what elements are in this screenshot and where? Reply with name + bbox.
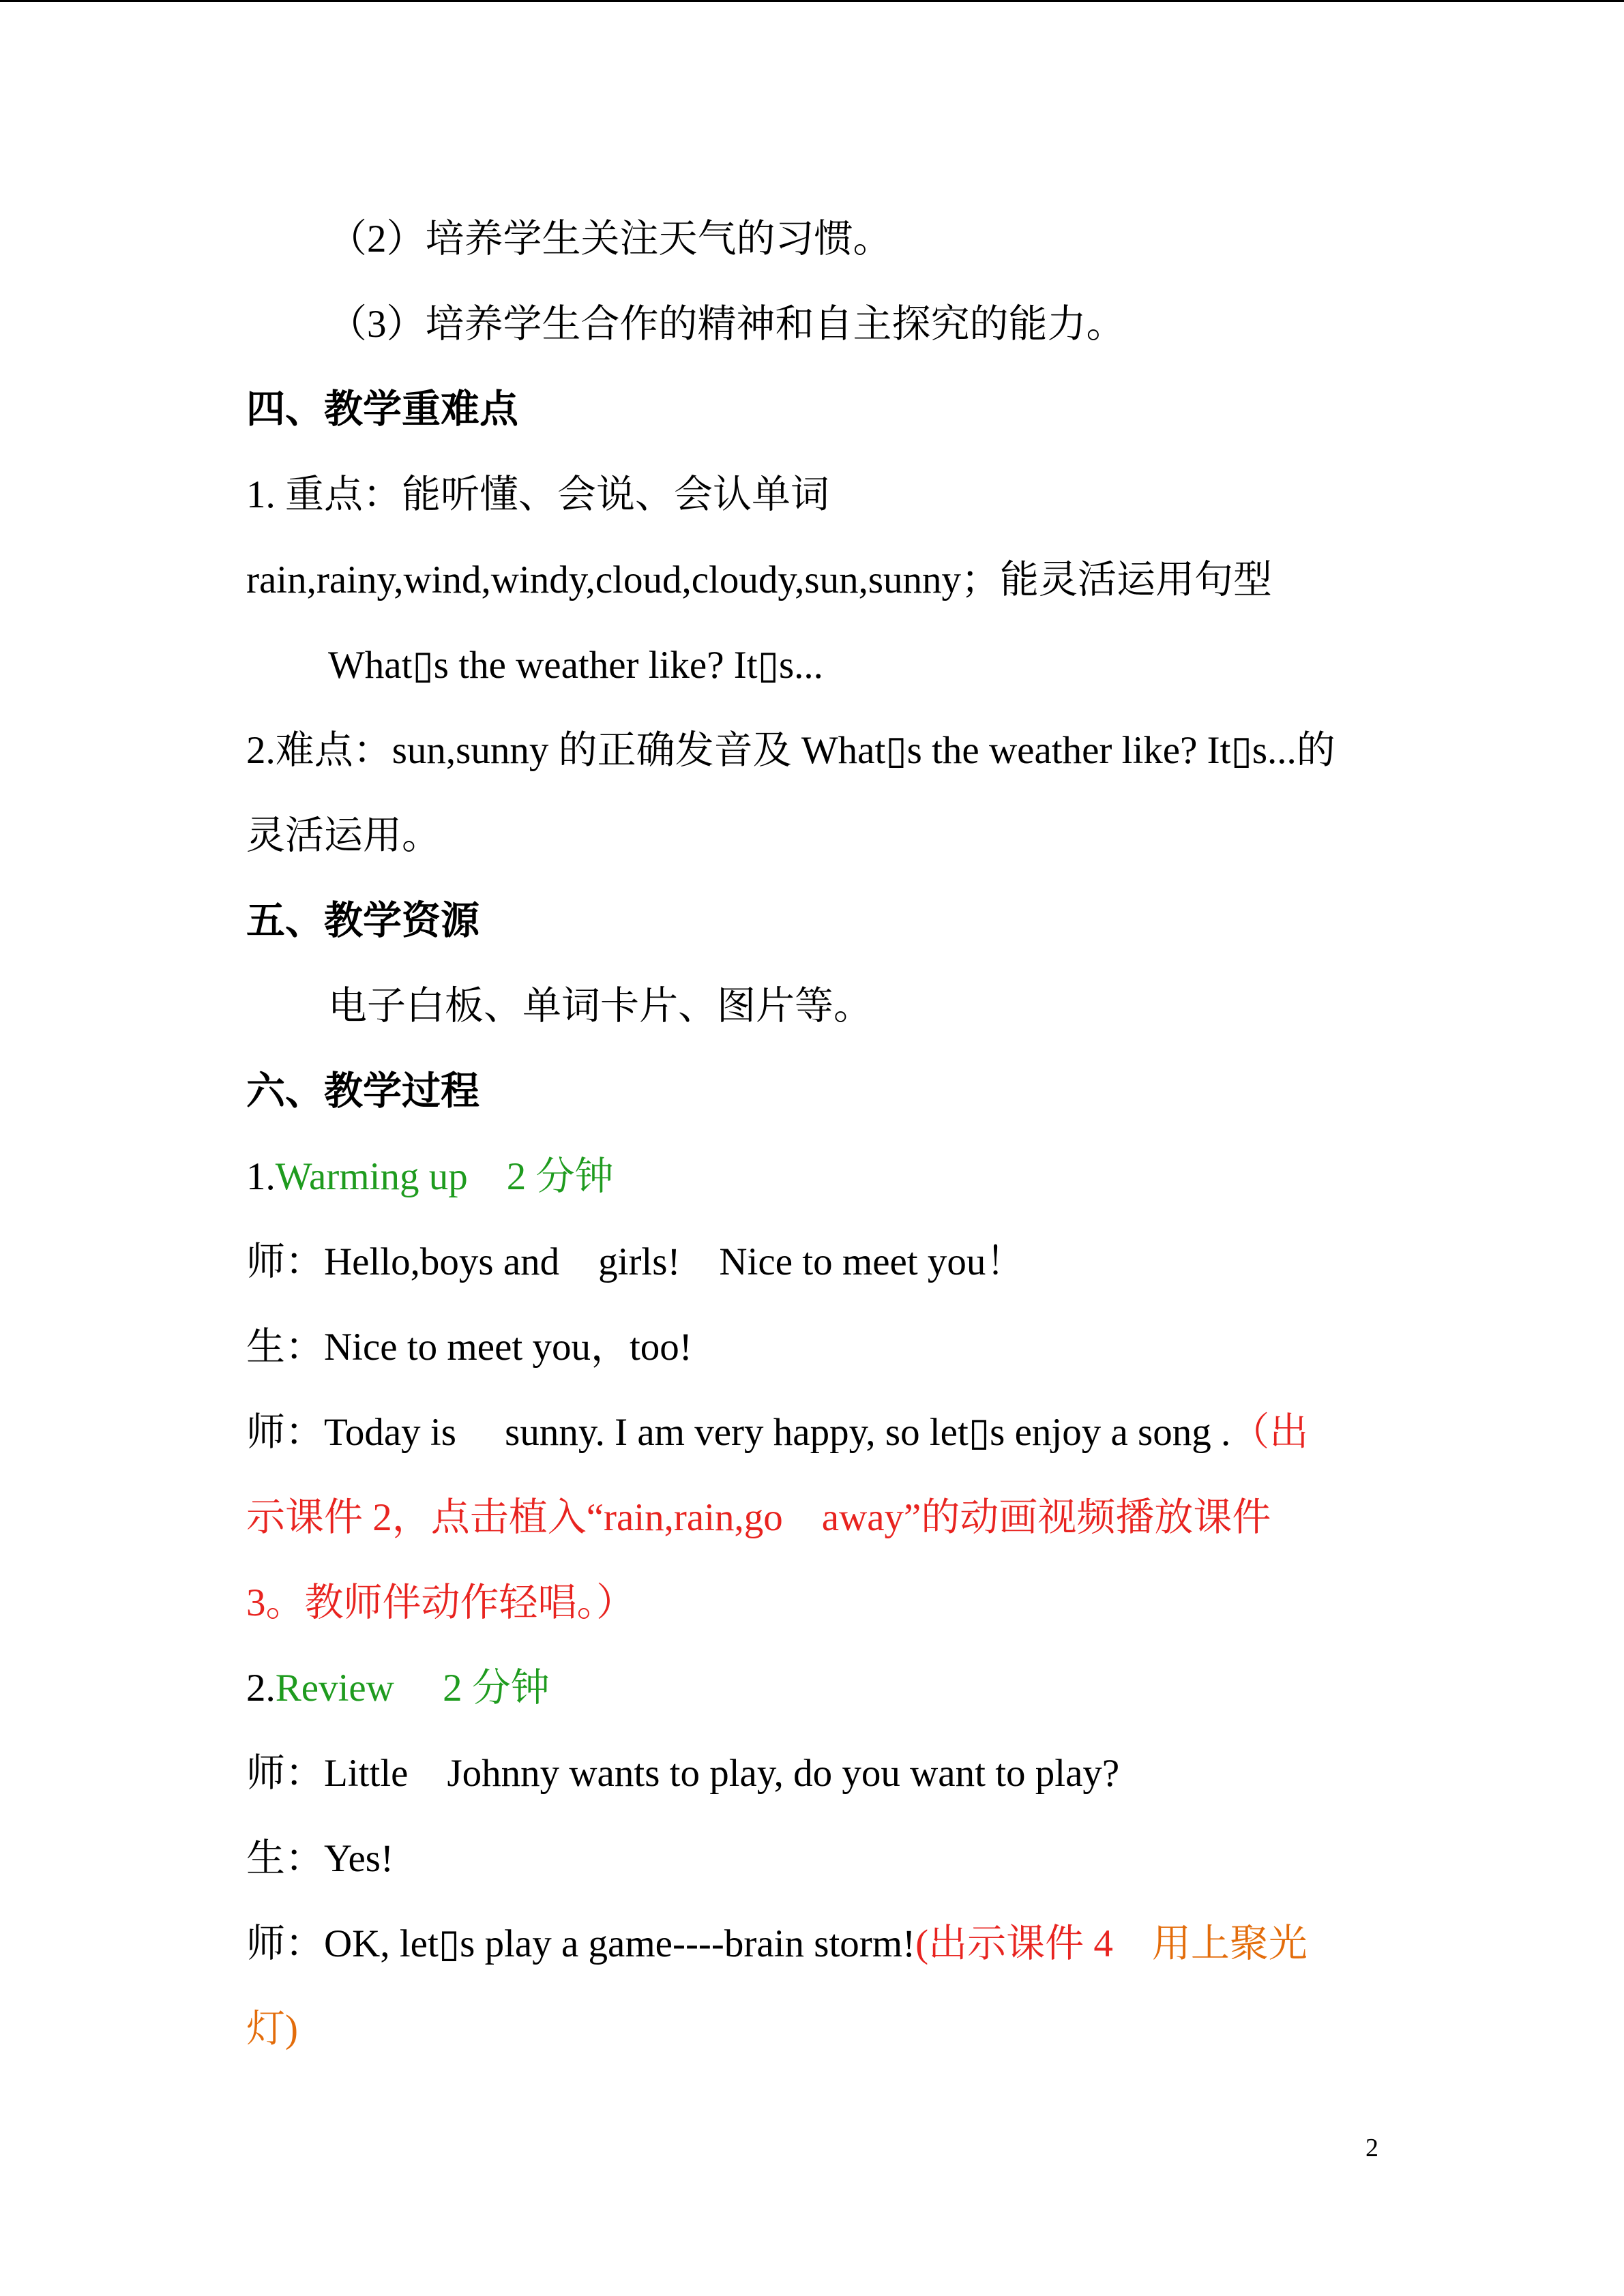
heading-text: 五、教学资源: [246, 899, 479, 942]
text-segment: 电子白板、单词卡片、图片等。: [328, 985, 872, 1028]
instruction-note-line: [0, 1986, 1624, 2072]
instruction-note-line: [0, 1560, 1624, 1645]
text-segment: 师：Hello,boys and girls! Nice to meet you！: [246, 1240, 1025, 1283]
objective-line-3: [0, 282, 1624, 367]
key-point-line: [0, 452, 1624, 537]
dialogue-line: [0, 1219, 1624, 1304]
step-number: 1.: [246, 1155, 276, 1198]
difficult-point-continuation: [0, 793, 1624, 878]
resources-line: [0, 964, 1624, 1049]
difficult-point-line: [0, 708, 1624, 793]
text-segment: 1. 重点：能听懂、会说、会认单词: [246, 473, 829, 516]
instruction-note-orange: 用上聚光: [1112, 1922, 1308, 1965]
dialogue-line: [0, 1390, 1624, 1475]
section-heading-key-points: [0, 367, 1624, 452]
step-title-green: Review 2 分钟: [275, 1667, 550, 1710]
step-number: 2.: [246, 1667, 276, 1710]
dialogue-line: [0, 1304, 1624, 1390]
page-number: 2: [1365, 2134, 1378, 2162]
text-segment: 生：Yes!: [246, 1837, 394, 1880]
text-segment: 灵活运用。: [246, 814, 441, 857]
instruction-note-red: (出示课件 4: [915, 1922, 1113, 1965]
page-top-rule: [0, 0, 1624, 2]
instruction-note-red: 3。教师伴动作轻唱。）: [246, 1581, 635, 1624]
text-segment: （2）培养学生关注天气的习惯。: [328, 218, 892, 260]
heading-text: 四、教学重难点: [246, 388, 518, 431]
text-segment: 师：Today is sunny. I am very happy, so let▯s enjoy a song .: [246, 1411, 1231, 1454]
section-heading-resources: [0, 878, 1624, 964]
text-segment: What▯s the weather like? It▯s...: [328, 644, 823, 687]
text-segment: 生：Nice to meet you，too!: [246, 1326, 692, 1369]
dialogue-line: [0, 1816, 1624, 1901]
document-body: [0, 196, 1624, 2072]
step-review: [0, 1645, 1624, 1731]
text-segment: 师：Little Johnny wants to play, do you want to play?: [246, 1752, 1120, 1795]
instruction-note-line: [0, 1475, 1624, 1560]
vocabulary-line: [0, 537, 1624, 623]
text-segment: rain,rainy,wind,windy,cloud,cloudy,sun,sunny；能灵活运用句型: [246, 558, 1273, 601]
objective-line-2: [0, 196, 1624, 282]
section-heading-process: [0, 1049, 1624, 1134]
step-title-green: Warming up 2 分钟: [275, 1155, 614, 1198]
text-segment: 师：OK, let▯s play a game----brain storm!: [246, 1922, 916, 1965]
dialogue-line: [0, 1901, 1624, 1986]
step-warming-up: [0, 1134, 1624, 1219]
sentence-pattern-line: [0, 623, 1624, 708]
instruction-note-red: （出: [1230, 1411, 1309, 1454]
text-segment: （3）培养学生合作的精神和自主探究的能力。: [328, 303, 1125, 346]
instruction-note-orange: 灯): [246, 2008, 298, 2051]
instruction-note-red: 示课件 2，点击植入“rain,rain,go away”的动画视频播放课件: [246, 1496, 1271, 1539]
text-segment: 2.难点：sun,sunny 的正确发音及 What▯s the weather like? It▯s...的: [246, 729, 1335, 772]
dialogue-line: [0, 1731, 1624, 1816]
heading-text: 六、教学过程: [246, 1070, 479, 1113]
